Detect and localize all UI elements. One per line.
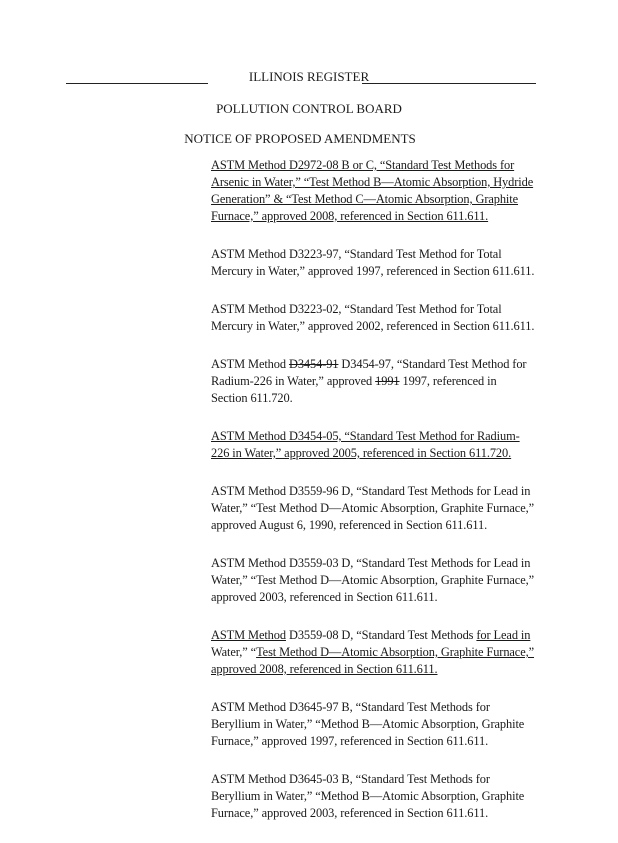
list-item: ASTM Method D3223-97, “Standard Test Method for Total Mercury in Water,” approved 1997, referenced in Section 611.611.: [211, 247, 535, 278]
inserted-text: for Lead in: [476, 628, 531, 642]
list-item: [211, 356, 536, 407]
list-item: ASTM Method D3223-02, “Standard Test Method for Total Mercury in Water,” approved 2002, referenced in Section 611.611.: [211, 302, 535, 333]
inserted-text: ASTM Method: [211, 628, 286, 642]
register-title: ILLINOIS REGISTER: [248, 69, 370, 84]
list-item: ASTM Method D3559-96 D, “Standard Test Methods for Lead in Water,” “Test Method D—Atomic Absorption, Graphite Furnace,” approved August 6, 1990, referenced in Section 611.611.: [211, 484, 534, 532]
notice-heading: NOTICE OF PROPOSED AMENDMENTS: [184, 131, 416, 146]
entry-text: D3559-08 D, “Standard Test Methods: [285, 628, 477, 642]
list-item: ASTM Method D3559-03 D, “Standard Test Methods for Lead in Water,” “Test Method D—Atomic Absorption, Graphite Furnace,” approved 2003, referenced in Section 611.611.: [211, 556, 534, 604]
board-name: POLLUTION CONTROL BOARD: [216, 101, 402, 116]
deleted-text: 1991: [375, 374, 400, 388]
method-list: [211, 157, 536, 843]
entry-text: 1997, referenced in Section 611.720.: [211, 374, 497, 405]
list-item: [211, 428, 536, 462]
inserted-text: Test Method D—Atomic Absorption, Graphite Furnace,” approved 2008, referenced in Section 611.611.: [211, 645, 535, 676]
header-rule-right: [362, 83, 536, 84]
inserted-text: ASTM Method D2972-08 B or C, “Standard Test Methods for Arsenic in Water,” “Test Method B—Atomic Absorption, Hydride Generation” & “Test Method C—Atomic Absorption, Graphite Furnace,” approved 2008, referenced in Section 611.611.: [211, 158, 534, 223]
entry-text: ASTM Method: [211, 357, 289, 371]
list-item: [211, 627, 536, 678]
deleted-text: D3454-91: [288, 357, 339, 371]
inserted-text: ASTM Method D3454-05, “Standard Test Method for Radium-226 in Water,” approved 2005, referenced in Section 611.720.: [211, 429, 520, 460]
list-item: ASTM Method D3645-03 B, “Standard Test Methods for Beryllium in Water,” “Method B—Atomic Absorption, Graphite Furnace,” approved 2003, referenced in Section 611.611.: [211, 772, 525, 820]
entry-text: Water,” “: [211, 645, 257, 659]
list-item: ASTM Method D3645-97 B, “Standard Test Methods for Beryllium in Water,” “Method B—Atomic Absorption, Graphite Furnace,” approved 1997, referenced in Section 611.611.: [211, 700, 525, 748]
list-item: [211, 157, 536, 225]
entry-text: D3454-97, “Standard Test Method for Radium-226 in Water,” approved: [211, 357, 527, 388]
